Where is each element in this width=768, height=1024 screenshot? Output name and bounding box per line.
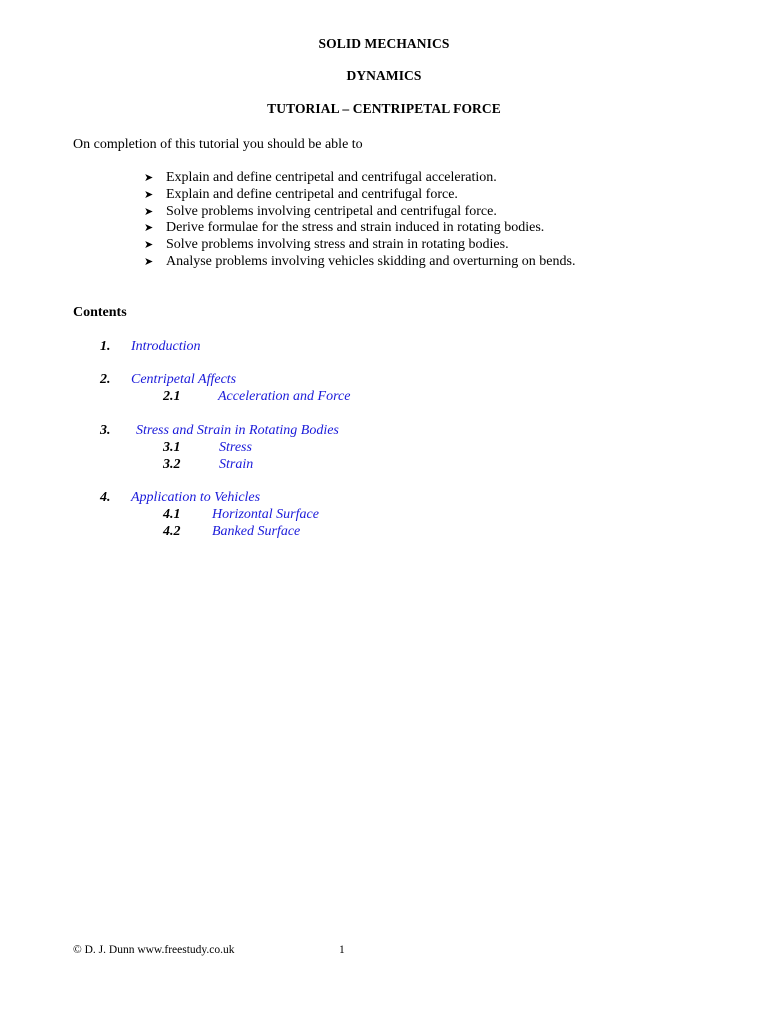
arrowhead-bullet-icon: ➤	[144, 172, 154, 184]
section-heading: DYNAMICS	[346, 68, 422, 83]
toc-number: 3.2	[163, 457, 181, 472]
toc-link[interactable]: Stress and Strain in Rotating Bodies	[136, 423, 339, 438]
toc-entry-acceleration-and-force[interactable]	[163, 389, 351, 405]
toc-link[interactable]: Acceleration and Force	[218, 389, 351, 404]
objective-text: Derive formulae for the stress and strain induced in rotating bodies.	[166, 220, 545, 236]
objective-item	[144, 204, 575, 221]
toc-link[interactable]: Centripetal Affects	[131, 372, 237, 387]
objective-item	[144, 237, 575, 254]
toc-entry-horizontal-surface[interactable]	[163, 507, 319, 523]
toc-number: 3.	[100, 423, 111, 438]
toc-link[interactable]: Application to Vehicles	[131, 490, 261, 505]
objective-text: Analyse problems involving vehicles skidding and overturning on bends.	[166, 253, 576, 269]
arrowhead-bullet-icon: ➤	[144, 205, 154, 218]
arrowhead-bullet-icon: ➤	[144, 222, 154, 235]
footer-page-number: 1	[339, 944, 345, 956]
toc-number: 1.	[100, 339, 111, 354]
subject-heading: SOLID MECHANICS	[318, 36, 450, 51]
toc-link[interactable]: Horizontal Surface	[212, 507, 319, 522]
toc-entry-application-to-vehicles[interactable]	[100, 490, 261, 506]
objective-item	[144, 187, 575, 204]
intro-text: On completion of this tutorial you should be able to	[73, 137, 363, 152]
contents-heading: Contents	[73, 305, 127, 320]
objective-item	[144, 170, 575, 187]
toc-number: 4.	[100, 490, 111, 505]
arrowhead-bullet-icon: ➤	[144, 255, 154, 268]
objectives-list	[144, 170, 575, 271]
objective-text: Solve problems involving centripetal and centrifugal force.	[166, 203, 497, 219]
toc-number: 3.1	[163, 440, 181, 455]
arrowhead-bullet-icon: ➤	[144, 239, 154, 252]
toc-number: 2.1	[163, 389, 181, 404]
footer-copyright: © D. J. Dunn www.freestudy.co.uk	[73, 944, 235, 956]
toc-entry-strain[interactable]	[163, 457, 254, 473]
objective-text: Explain and define centripetal and centrifugal acceleration.	[166, 170, 497, 185]
toc-link[interactable]: Banked Surface	[212, 524, 301, 539]
toc-link[interactable]: Stress	[219, 440, 252, 455]
toc-number: 4.2	[163, 524, 181, 539]
objective-text: Solve problems involving stress and strain in rotating bodies.	[166, 237, 509, 253]
objective-item	[144, 254, 575, 271]
toc-link[interactable]: Strain	[219, 457, 254, 472]
toc-entry-banked-surface[interactable]	[163, 524, 301, 540]
arrowhead-bullet-icon: ➤	[144, 188, 154, 201]
objective-item	[144, 220, 575, 237]
tutorial-title: TUTORIAL – CENTRIPETAL FORCE	[267, 101, 501, 116]
toc-number: 2.	[100, 372, 111, 387]
toc-entry-stress-and-strain[interactable]	[100, 423, 339, 439]
objective-text: Explain and define centripetal and centrifugal force.	[166, 186, 458, 202]
toc-entry-introduction[interactable]	[100, 339, 201, 355]
toc-entry-stress[interactable]	[163, 440, 252, 456]
toc-number: 4.1	[163, 507, 181, 522]
toc-link[interactable]: Introduction	[131, 339, 201, 354]
toc-entry-centripetal-affects[interactable]	[100, 372, 237, 388]
